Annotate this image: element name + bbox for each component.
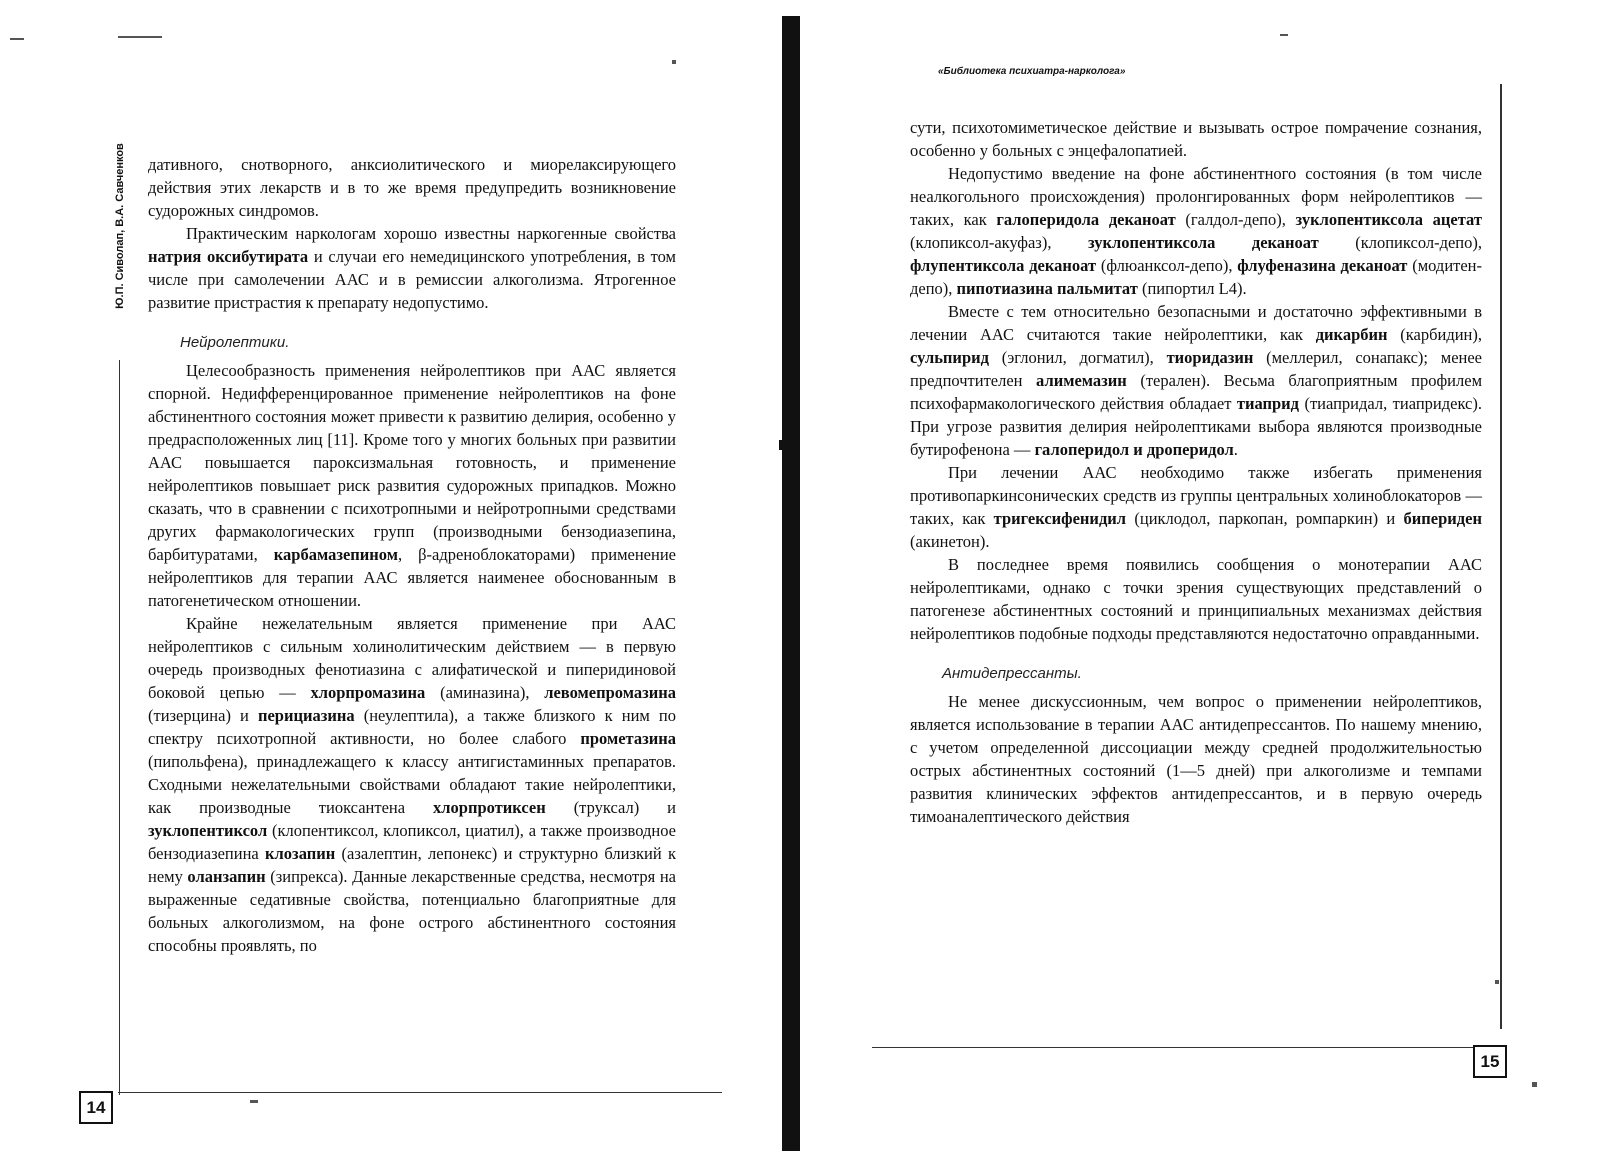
page-number: 15: [1473, 1045, 1507, 1078]
text-run: (галдол-депо),: [1175, 210, 1296, 229]
drug-name: тиаприд: [1236, 394, 1300, 413]
footer-rule: [118, 1092, 722, 1093]
drug-name: зуклопентиксола ацетат: [1295, 210, 1482, 229]
drug-name: бипериден: [1403, 509, 1482, 528]
drug-name: зуклопентиксол: [148, 821, 268, 840]
paragraph: [148, 222, 676, 314]
text-run: (труксал) и: [545, 798, 676, 817]
text-run: дативного, снотворного, анксиолитического и миорелаксирующего действия этих лекарств и в то же время предупредить возникновение судорожных синдромов.: [148, 155, 676, 220]
margin-rule: [119, 360, 120, 1095]
drug-name: перициазина: [257, 706, 355, 725]
text-run: (аминазина),: [425, 683, 545, 702]
text-run: (модитен-депо),: [910, 256, 1483, 298]
paragraph: [910, 553, 1482, 645]
text-run: (карбидин),: [1387, 325, 1482, 344]
right-text-block: [910, 116, 1482, 828]
text-run: .: [1233, 440, 1238, 459]
text-run: (зипрекса). Данные лекарственные средства, несмотря на выраженные седативные свойства, потенциально благоприятные для больных алкоголизмом, на фоне острого абстинентного состояния способны проявлять, по: [148, 867, 676, 955]
drug-name: клозапин: [265, 844, 336, 863]
drug-name: карбамазепином: [273, 545, 398, 564]
scan-speck: [118, 36, 162, 38]
paragraph: [910, 116, 1482, 162]
drug-name: флупентиксола деканоат: [910, 256, 1097, 275]
drug-name: оланзапин: [187, 867, 266, 886]
paragraph: [148, 359, 676, 612]
text-run: (клопентиксол, клопиксол, циатил), а также производное бензодиазепина: [148, 821, 676, 863]
text-run: (клопиксол-депо),: [1318, 233, 1482, 252]
text-run: сути, психотомиметическое действие и вызывать острое помрачение сознания, особенно у больных с энцефалопатией.: [910, 118, 1482, 160]
drug-name: натрия оксибутирата: [148, 247, 309, 266]
left-text-block: [148, 153, 676, 957]
text-run: Целесообразность применения нейролептиков при ААС является спорной. Недифференцированное применение нейролептиков на фоне абстинентного состояния может привести к развитию делирия, особенно у предрасположенных лиц [11]. Кроме того у многих больных при развитии ААС повышается пароксизмальная готовность, и применение нейролептиков повышает риск развития судорожных припадков. Можно сказать, что в сравнении с психотропными и нейротропными средствами других фармакологических групп (производными бензодиазепина, барбитуратами,: [148, 361, 676, 564]
paragraph: [910, 300, 1482, 461]
drug-name: флуфеназина деканоат: [1237, 256, 1408, 275]
text-run: Практическим наркологам хорошо известны наркогенные свойства: [186, 224, 676, 243]
text-run: (меллерил, сонапакс); менее предпочтителен: [910, 348, 1483, 390]
drug-name: алимемазин: [1036, 371, 1127, 390]
scan-speck: [672, 60, 676, 64]
authors-vertical: Ю.П. Сиволап, В.А. Савченков: [114, 143, 126, 309]
drug-name: зуклопентиксола деканоат: [1087, 233, 1319, 252]
page-15: [760, 0, 1600, 1151]
text-run: (акинетон).: [910, 532, 990, 551]
scan-speck: [1280, 34, 1288, 36]
margin-rule: [1500, 84, 1502, 1029]
text-run: (эглонил, догматил),: [988, 348, 1167, 367]
text-run: (тизерцина) и: [148, 706, 258, 725]
text-run: , β-адреноблокаторами) применение нейролептиков для терапии ААС является наименее обоснованным в патогенетическом отношении.: [148, 545, 676, 610]
text-run: (азалептин, лепонекс) и структурно близкий к нему: [148, 844, 676, 886]
text-run: Недопустимо введение на фоне абстинентного состояния (в том числе неалкогольного происхождения) пролонгированных форм нейролептиков — таких, как: [910, 164, 1482, 229]
text-run: В последнее время появились сообщения о монотерапии ААС нейролептиками, однако с точки зрения существующих представлений о патогенезе абстинентных состояний и принципиальных механизмах действия нейролептиков подобные подходы представляются недостаточно оправданными.: [910, 555, 1482, 643]
drug-name: галоперидола деканоат: [996, 210, 1176, 229]
text-run: При лечении ААС необходимо также избегать применения противопаркинсонических средств из группы центральных холиноблокаторов — таких, как: [910, 463, 1482, 528]
drug-name: пипотиазина пальмитат: [956, 279, 1138, 298]
text-run: (тиапридал, тиапридекс). При угрозе развития делирия нейролептиками выбора являются производные бутирофенона —: [910, 394, 1482, 459]
text-run: (флюанксол-депо),: [1096, 256, 1238, 275]
text-run: (циклодол, паркопан, ромпаркин) и: [1126, 509, 1404, 528]
drug-name: прометазина: [580, 729, 676, 748]
drug-name: левомепромазина: [544, 683, 676, 702]
text-run: Не менее дискуссионным, чем вопрос о применении нейролептиков, является использование в терапии ААС антидепрессантов. По нашему мнению, с учетом определенной диссоциации между средней продолжительностью острых абстинентных состояний (1—5 дней) при алкоголизме и темпами развития клинических эффектов антидепрессантов, и в первую очередь тимоаналептического действия: [910, 692, 1482, 826]
drug-name: хлорпротиксен: [433, 798, 546, 817]
text-run: (клопиксол-акуфаз),: [910, 233, 1088, 252]
paragraph: [148, 153, 676, 222]
scan-speck: [1532, 1082, 1537, 1087]
scan-speck: [250, 1100, 258, 1103]
text-run: (пипортил L4).: [1137, 279, 1247, 298]
paragraph: [910, 690, 1482, 828]
text-run: (неулептила), а также близкого к ним по спектру психотропной активности, но более слабого: [148, 706, 677, 748]
scan-speck: [1495, 980, 1499, 984]
footer-rule: [872, 1047, 1490, 1048]
paragraph: [910, 162, 1482, 300]
section-heading: Антидепрессанты.: [942, 665, 1082, 682]
drug-name: тиоридазин: [1166, 348, 1254, 367]
drug-name: тригексифенидил: [993, 509, 1127, 528]
paragraph: [148, 612, 676, 957]
drug-name: хлорпромазина: [310, 683, 426, 702]
drug-name: сульпирид: [910, 348, 989, 367]
text-run: Вместе с тем относительно безопасными и достаточно эффективными в лечении ААС считаются такие нейролептики, как: [910, 302, 1482, 344]
page-14: [0, 0, 760, 1151]
text-run: и случаи его немедицинского употребления, в том числе при самолечении ААС и в ремиссии алкоголизма. Ятрогенное развитие пристрастия к препарату недопустимо.: [148, 247, 676, 312]
running-head: «Библиотека психиатра-нарколога»: [938, 66, 1126, 77]
text-run: (терален). Весьма благоприятным профилем психофармакологического действия обладает: [910, 371, 1483, 413]
text-run: Крайне нежелательным является применение при ААС нейролептиков с сильным холинолитическим действием — в первую очередь производных фенотиазина с алифатической и пиперидиновой боковой цепью —: [148, 614, 676, 702]
paragraph: [910, 461, 1482, 553]
page-number: 14: [79, 1091, 113, 1124]
drug-name: дикарбин: [1315, 325, 1388, 344]
scan-speck: [10, 38, 24, 40]
drug-name: галоперидол и дроперидол: [1034, 440, 1234, 459]
section-heading: Нейролептики.: [180, 334, 290, 351]
text-run: (пипольфена), принадлежащего к классу антигистаминных препаратов. Сходными нежелательными свойствами обладают такие нейролептики, как производные тиоксантена: [148, 752, 676, 817]
